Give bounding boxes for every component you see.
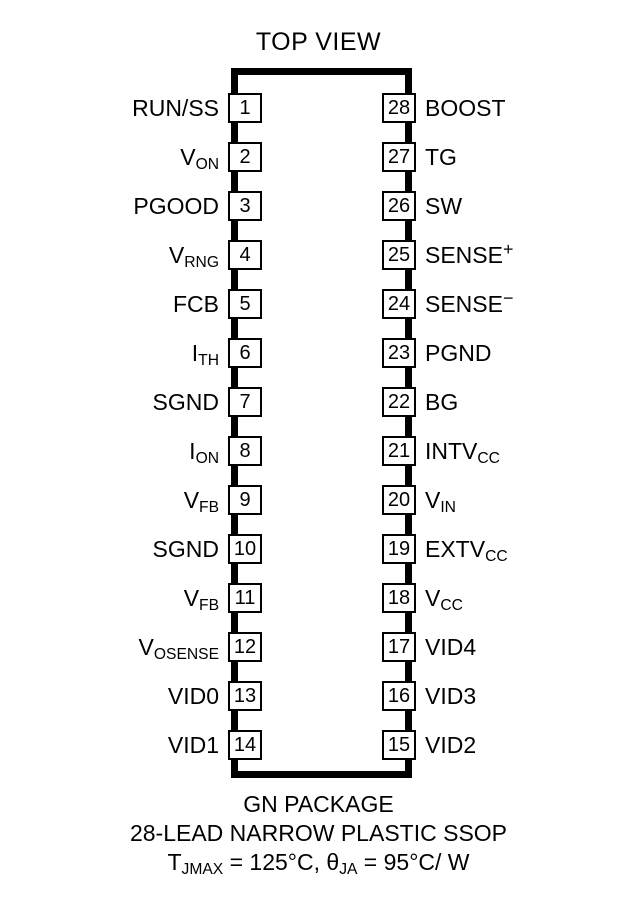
pin-number-1: 1 <box>228 93 262 123</box>
pin-row-left-10 <box>0 534 262 564</box>
pin-number-9: 9 <box>228 485 262 515</box>
pin-row-left-6 <box>0 338 262 368</box>
pin-row-left-14 <box>0 730 262 760</box>
pin-row-right-20 <box>382 485 637 515</box>
pin-number-14: 14 <box>228 730 262 760</box>
package-name-caption: GN PACKAGE <box>243 791 394 817</box>
pin-number-6: 6 <box>228 338 262 368</box>
pin-number-2: 2 <box>228 142 262 172</box>
thermal-spec-caption: $T_{JMAX} = 125^\circ C$, $\theta_{JA} = 95^\circ C/$ W <box>167 849 470 879</box>
pin-label-vid2: VID2 <box>425 731 477 758</box>
pin-label-vfb-9: $V_{FB}$ <box>183 486 219 516</box>
pin-label-vosense: $V_{OSENSE}$ <box>138 633 219 663</box>
pin-number-10: 10 <box>228 534 262 564</box>
pin-label-intvcc: $INTV_{CC}$ <box>425 437 500 467</box>
pin-row-left-9 <box>0 485 262 515</box>
pin-label-vcc: $V_{CC}$ <box>425 584 463 614</box>
pin-number-27: 27 <box>382 142 416 172</box>
pin-label-pgood: PGOOD <box>133 192 219 219</box>
pin-label-sw: SW <box>425 192 463 219</box>
pin-label-sgnd-7: SGND <box>152 388 219 415</box>
pin-row-left-7 <box>0 387 262 417</box>
package-description-caption: 28-LEAD NARROW PLASTIC SSOP <box>129 820 508 846</box>
pin-number-11: 11 <box>228 583 262 613</box>
pin-row-left-3 <box>0 191 262 221</box>
pin-label-von: $V_{ON}$ <box>180 143 219 173</box>
pin-row-right-24 <box>382 289 637 319</box>
pin-row-right-17 <box>382 632 637 662</box>
pin-label-fcb: FCB <box>173 290 219 317</box>
pin-label-vin: $V_{IN}$ <box>425 486 456 516</box>
pin-label-sense-plus: SENSE+ <box>425 238 514 268</box>
pin-row-right-21 <box>382 436 637 466</box>
pin-label-vid1: VID1 <box>167 731 219 758</box>
pin-label-ith: $I_{TH}$ <box>191 339 219 369</box>
pin-number-12: 12 <box>228 632 262 662</box>
pin-number-26: 26 <box>382 191 416 221</box>
pin-number-17: 17 <box>382 632 416 662</box>
pin-row-left-2 <box>0 142 262 172</box>
pin-label-extvcc: $EXTV_{CC}$ <box>425 535 508 565</box>
pin-row-left-13 <box>0 681 262 711</box>
pin-label-tg: TG <box>425 143 457 170</box>
package-body-outline <box>231 68 412 778</box>
pin-row-right-18 <box>382 583 637 613</box>
pin-row-right-23 <box>382 338 637 368</box>
pin-number-25: 25 <box>382 240 416 270</box>
pin-row-right-22 <box>382 387 637 417</box>
pin-label-vid0: VID0 <box>167 682 219 709</box>
pin-number-5: 5 <box>228 289 262 319</box>
pin-row-left-8 <box>0 436 262 466</box>
pin-number-19: 19 <box>382 534 416 564</box>
pin-label-vid4: VID4 <box>425 633 477 660</box>
pin-row-right-26 <box>382 191 637 221</box>
pin-number-18: 18 <box>382 583 416 613</box>
pin-number-20: 20 <box>382 485 416 515</box>
pin-number-22: 22 <box>382 387 416 417</box>
pin-number-3: 3 <box>228 191 262 221</box>
pin-label-ion: $I_{ON}$ <box>189 437 219 467</box>
pin-row-right-25 <box>382 240 637 270</box>
pin-number-16: 16 <box>382 681 416 711</box>
pin-label-vid3: VID3 <box>425 682 477 709</box>
pin-row-right-19 <box>382 534 637 564</box>
pin-row-right-15 <box>382 730 637 760</box>
pin-number-28: 28 <box>382 93 416 123</box>
pin-number-21: 21 <box>382 436 416 466</box>
pin-number-4: 4 <box>228 240 262 270</box>
pin-label-vrng: $V_{RNG}$ <box>168 241 219 271</box>
pin-label-sense-minus: SENSE− <box>425 287 514 317</box>
pin-number-23: 23 <box>382 338 416 368</box>
pin-row-left-12 <box>0 632 262 662</box>
pin-label-vfb-11: $V_{FB}$ <box>183 584 219 614</box>
pin-row-left-11 <box>0 583 262 613</box>
pin-row-left-4 <box>0 240 262 270</box>
pin-label-run-ss: RUN/SS <box>132 94 219 121</box>
pin-label-bg: BG <box>425 388 459 415</box>
pin-row-right-28 <box>382 93 637 123</box>
pin-row-left-1 <box>0 93 262 123</box>
pin-row-right-27 <box>382 142 637 172</box>
pin-label-sgnd-10: SGND <box>152 535 219 562</box>
pin-label-boost: BOOST <box>425 94 506 121</box>
page-title: TOP VIEW <box>255 28 382 56</box>
pin-row-left-5 <box>0 289 262 319</box>
pin-number-15: 15 <box>382 730 416 760</box>
pin-label-pgnd: PGND <box>425 339 492 366</box>
pin-row-right-16 <box>382 681 637 711</box>
pin-number-7: 7 <box>228 387 262 417</box>
pin-number-24: 24 <box>382 289 416 319</box>
pin-number-8: 8 <box>228 436 262 466</box>
pin-number-13: 13 <box>228 681 262 711</box>
